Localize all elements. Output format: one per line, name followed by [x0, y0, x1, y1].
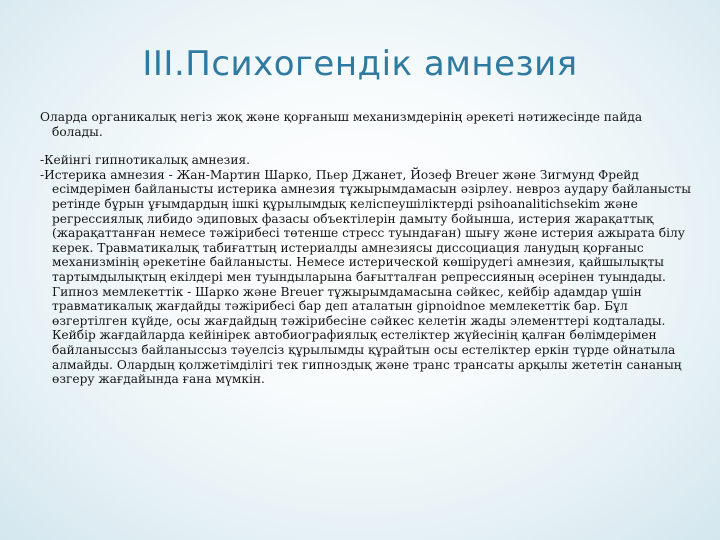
paragraph-hypnoid-state: Гипноз мемлекеттік - Шарко және Breuer тұжырымдамасына сәйкес, кейбір адамдар үшін травматикалық жағдайды тәжірибесі бар деп аталатын gipnoidnoe мемлекеттік бар. Бұл өзгертілген күйде, осы жағдайдың тәжірибесіне сәйкес келетін жады элементтері кодталады. Кейбір жағдайларда кейінірек автобиографиялық естеліктер жүйесінің қалған бөлімдерімен байланыссыз байланыссыз тәуелсіз құрылымды құрайтын осы естеліктер еркін түрде ойнатыла алмайды. Олардың қолжетімділігі тек гипноздық және транс трансаты арқылы жететін сананың өзгеру жағдайында ғана мүмкін. [52, 284, 682, 387]
slide-body [40, 110, 696, 387]
paragraph-posthypnotic-amnesia: -Кейінгі гипнотикалық амнезия. [40, 153, 251, 168]
paragraph-spacer [40, 139, 696, 153]
paragraph-intro: Оларда органикалық негіз жоқ және қорғаныш механизмдерінің әрекеті нәтижесінде пайда болады. [40, 110, 643, 139]
paragraph-hysterical-amnesia: -Истерика амнезия - Жан-Мартин Шарко, Пьер Джанет, Йозеф Breuer және Зигмунд Фрейд есімдерімен байланысты истерика амнезия тұжырымдамасын әзірлеу. невроз аудару байланысты ретінде бұрын ұғымдардың ішкі құрылымдық келіспеушіліктерді psihoanalitichsekim және регрессиялық либидо эдиповых фазасы объектілерін дамыту бойынша, истерия жарақаттық (жарақаттанған немесе тәжірибесі төтенше стресс туындаған) шығу және истерия ажырата білу керек. Травматикалық табиғаттың истериалды амнезиясы диссоциация ланудың қорғаныс механизмінің әрекетіне байланысты. Немесе истерической көшірудегі амнезия, қайшылықты тартымдылықтың екілдері мен туындыларына бағытталған репрессияның әсерінен туындады. [40, 167, 691, 284]
slide-title: III.Психогендік амнезия [142, 44, 578, 84]
